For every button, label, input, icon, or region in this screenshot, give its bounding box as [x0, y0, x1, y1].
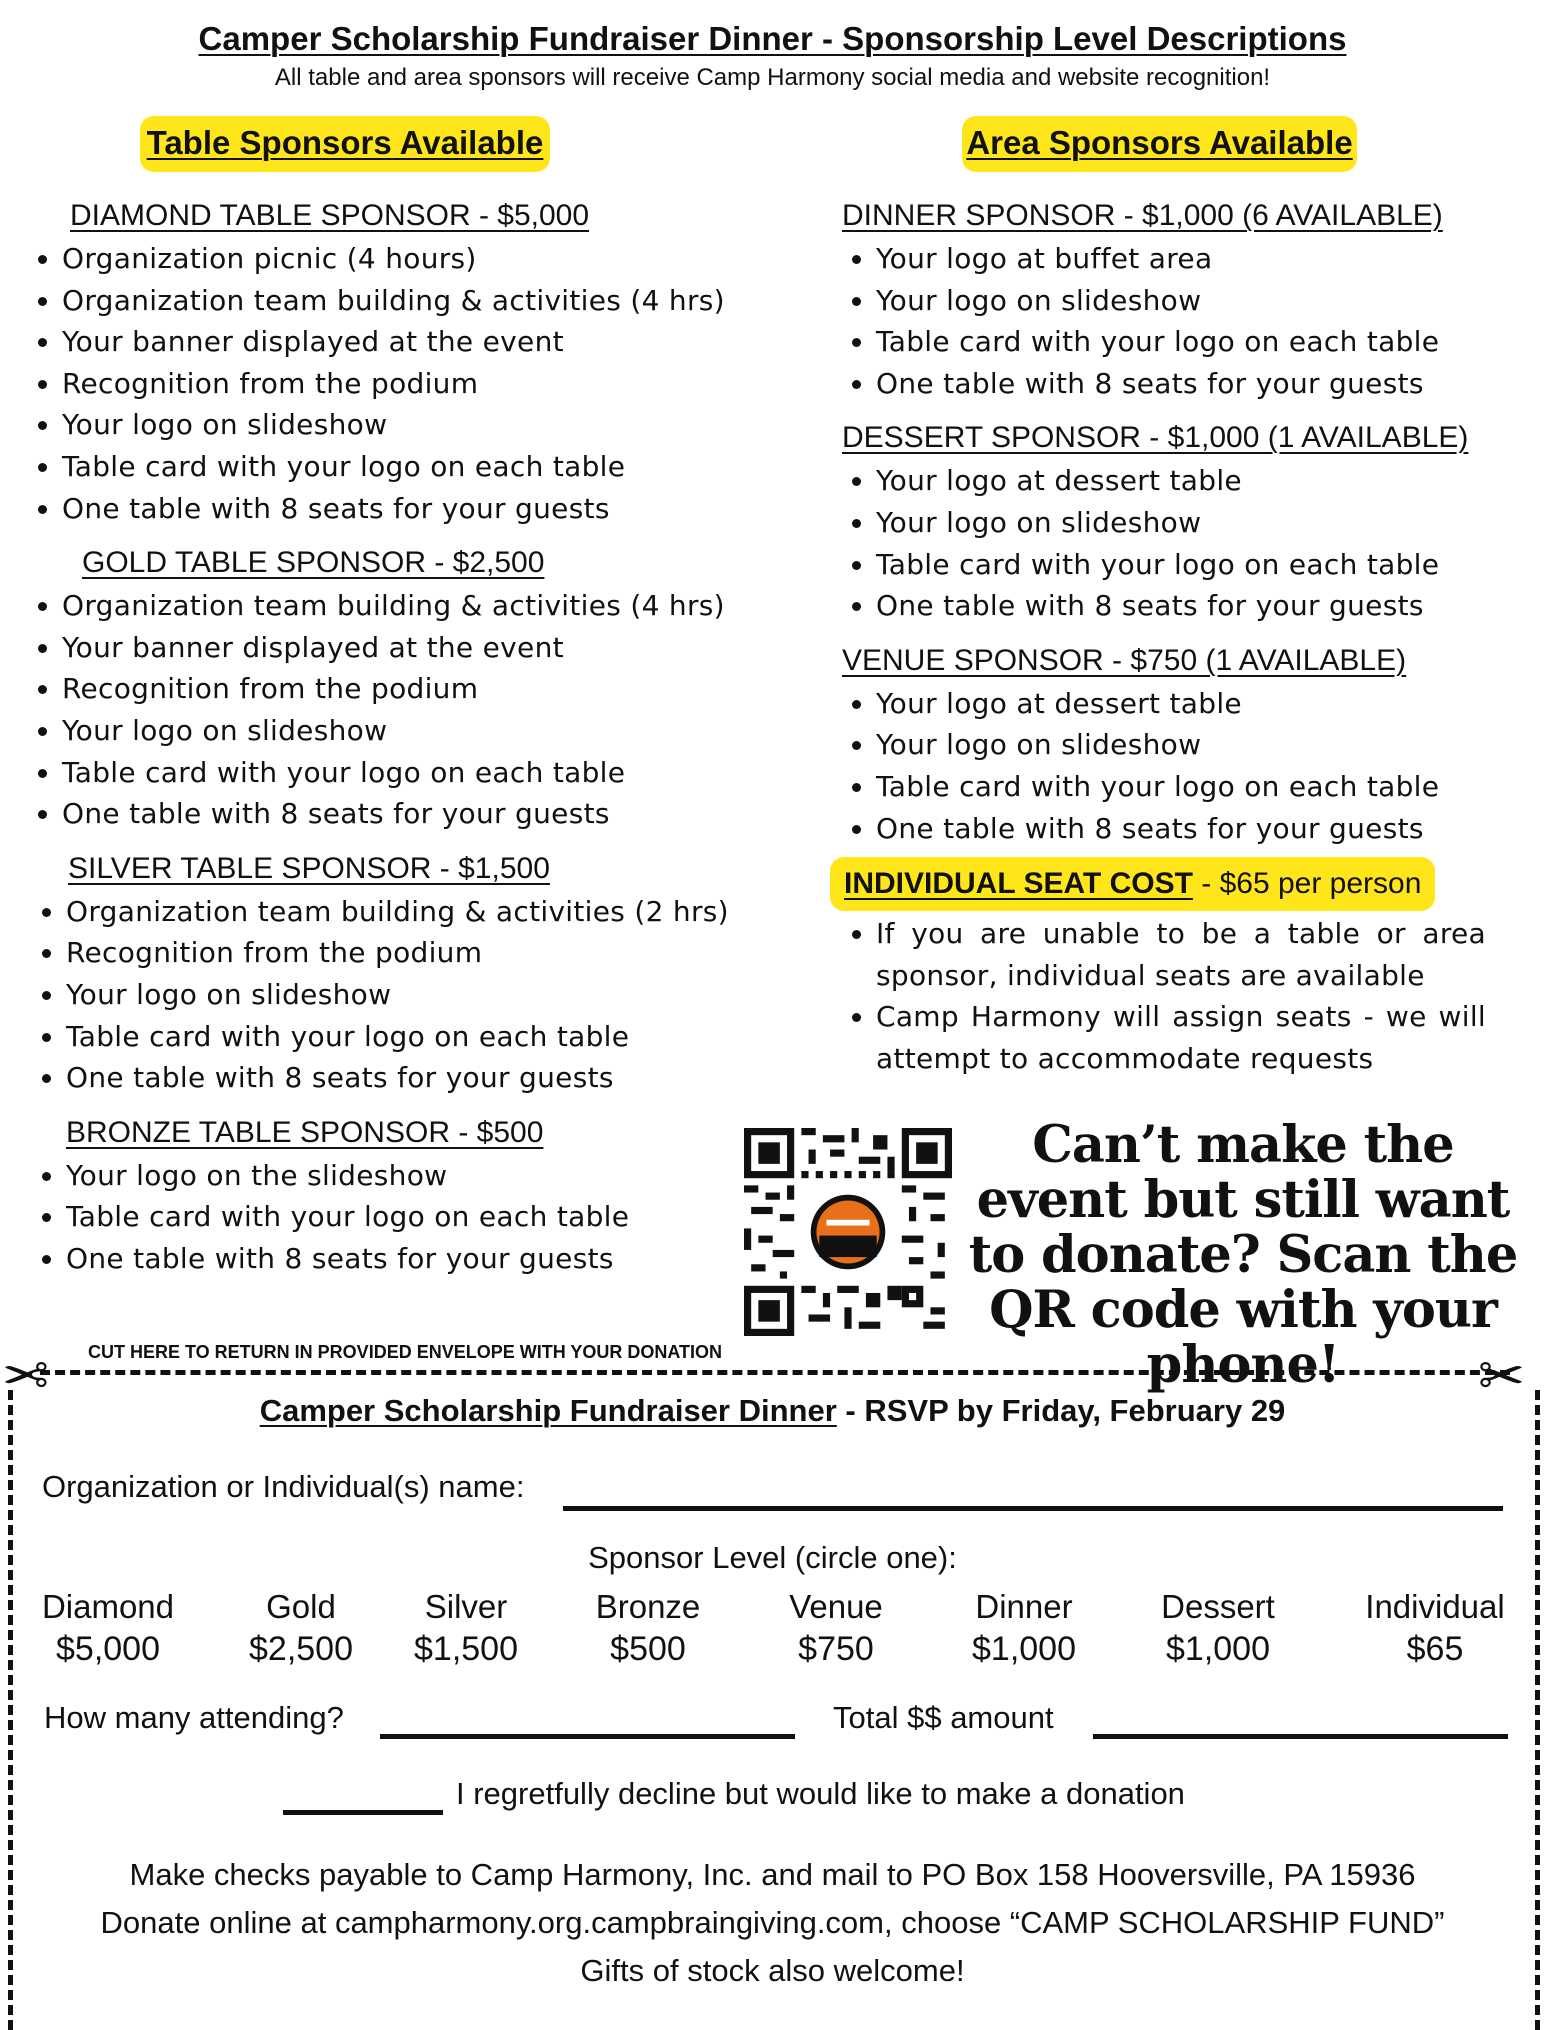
- scissors-icon: ✂: [2, 1344, 49, 1407]
- venue-heading: VENUE SPONSOR - $750 (1 AVAILABLE): [842, 643, 1407, 677]
- level-option-individual[interactable]: [1350, 1586, 1520, 1670]
- cut-note: CUT HERE TO RETURN IN PROVIDED ENVELOPE WITH YOUR DONATION: [88, 1342, 723, 1362]
- gold-sponsor-section: [28, 543, 768, 835]
- level-option-dinner[interactable]: [944, 1586, 1104, 1670]
- list-item: • Table card with your logo on each table: [62, 752, 768, 794]
- payment-instructions: [0, 1851, 1545, 1995]
- list-item: • Table card with your logo on each table: [876, 321, 1502, 363]
- cut-line: [40, 1370, 1510, 1375]
- list-item: • Table card with your logo on each table: [876, 544, 1502, 586]
- level-option-venue[interactable]: [756, 1586, 916, 1670]
- list-item: • Camp Harmony will assign seats - we will attempt to accommodate requests: [876, 996, 1486, 1079]
- page-subtitle: All table and area sponsors will receive Camp Harmony social media and website recognition!: [274, 64, 1271, 91]
- list-item: • One table with 8 seats for your guests: [66, 1057, 768, 1099]
- level-name: Dinner: [975, 1588, 1073, 1625]
- individual-seat-badge: [830, 857, 1435, 911]
- level-name: Bronze: [595, 1588, 701, 1625]
- sponsor-level-label: Sponsor Level (circle one):: [588, 1540, 957, 1575]
- list-item: • One table with 8 seats for your guests: [876, 585, 1502, 627]
- level-amount: $500: [610, 1630, 686, 1668]
- list-item: • Recognition from the podium: [66, 932, 768, 974]
- level-option-dessert[interactable]: [1138, 1586, 1298, 1670]
- rsvp-title-deadline: - RSVP by Friday, February 29: [836, 1393, 1286, 1428]
- dinner-heading: DINNER SPONSOR - $1,000 (6 AVAILABLE): [842, 199, 1443, 232]
- diamond-heading: DIAMOND TABLE SPONSOR - $5,000: [70, 199, 590, 232]
- individual-seat-label: INDIVIDUAL SEAT COST: [844, 867, 1193, 901]
- silver-sponsor-section: [28, 849, 768, 1099]
- diamond-sponsor-section: [28, 196, 768, 529]
- level-option-gold[interactable]: [221, 1586, 381, 1670]
- table-sponsor-list: [28, 196, 768, 1293]
- level-amount: $1,000: [1166, 1630, 1270, 1668]
- decline-field[interactable]: [283, 1810, 443, 1815]
- dinner-sponsor-section: [842, 196, 1502, 404]
- level-amount: $1,000: [972, 1630, 1076, 1668]
- level-amount: $1,500: [414, 1630, 518, 1668]
- attending-label: How many attending?: [44, 1700, 344, 1735]
- level-name: Gold: [266, 1588, 336, 1625]
- list-item: • Your logo at dessert table: [876, 683, 1502, 725]
- list-item: • One table with 8 seats for your guests: [876, 808, 1502, 850]
- list-item: • Your logo on slideshow: [62, 404, 768, 446]
- list-item: • Table card with your logo on each table: [66, 1016, 768, 1058]
- list-item: • One table with 8 seats for your guests: [66, 1238, 768, 1280]
- donate-call-to-action: Can’t make the event but still want to donate? Scan the QR code with your phone!: [968, 1115, 1518, 1395]
- list-item: • Recognition from the podium: [62, 668, 768, 710]
- list-item: • Recognition from the podium: [62, 363, 768, 405]
- list-item: • Organization picnic (4 hours): [62, 238, 768, 280]
- level-option-diamond[interactable]: [28, 1586, 188, 1670]
- level-amount: $5,000: [56, 1630, 160, 1668]
- level-amount: $750: [798, 1630, 874, 1668]
- list-item: • One table with 8 seats for your guests: [876, 363, 1502, 405]
- rsvp-title-event: Camper Scholarship Fundraiser Dinner: [259, 1393, 837, 1428]
- list-item: • Your logo on slideshow: [876, 280, 1502, 322]
- venue-sponsor-section: [842, 641, 1502, 849]
- level-name: Venue: [789, 1588, 883, 1625]
- dessert-sponsor-section: [842, 418, 1502, 626]
- attending-field[interactable]: [380, 1734, 795, 1739]
- name-label: Organization or Individual(s) name:: [42, 1469, 525, 1504]
- level-name: Silver: [424, 1588, 508, 1625]
- list-item: • Your logo on slideshow: [876, 502, 1502, 544]
- list-item: • Table card with your logo on each table: [876, 766, 1502, 808]
- scissors-icon: ✂: [1478, 1344, 1525, 1407]
- name-field[interactable]: [563, 1506, 1503, 1511]
- list-item: • Your banner displayed at the event: [62, 321, 768, 363]
- list-item: • Your logo on slideshow: [66, 974, 768, 1016]
- level-amount: $65: [1406, 1630, 1464, 1668]
- list-item: • Table card with your logo on each table: [62, 446, 768, 488]
- level-name: Diamond: [41, 1588, 175, 1625]
- list-item: • One table with 8 seats for your guests: [62, 488, 768, 530]
- list-item: • Your logo on slideshow: [876, 724, 1502, 766]
- qr-code-icon[interactable]: [744, 1128, 952, 1336]
- dessert-heading: DESSERT SPONSOR - $1,000 (1 AVAILABLE): [842, 421, 1469, 455]
- list-item: • If you are unable to be a table or area sponsor, individual seats are available: [876, 913, 1486, 996]
- list-item: • Your logo on slideshow: [62, 710, 768, 752]
- level-option-silver[interactable]: [386, 1586, 546, 1670]
- list-item: • Organization team building & activities (2 hrs): [66, 891, 768, 933]
- bronze-sponsor-section: [28, 1113, 768, 1280]
- individual-seat-section: [842, 849, 1502, 1079]
- level-amount: $2,500: [249, 1630, 353, 1668]
- list-item: • Your logo at dessert table: [876, 460, 1502, 502]
- table-sponsors-badge: Table Sponsors Available: [140, 116, 550, 172]
- silver-heading: SILVER TABLE SPONSOR - $1,500: [68, 851, 550, 885]
- total-field[interactable]: [1093, 1734, 1508, 1739]
- gold-heading: GOLD TABLE SPONSOR - $2,500: [82, 546, 545, 580]
- level-name: Individual: [1365, 1588, 1505, 1625]
- bronze-heading: BRONZE TABLE SPONSOR - $500: [66, 1115, 544, 1149]
- area-sponsor-list: [842, 196, 1502, 1094]
- total-label: Total $$ amount: [833, 1700, 1054, 1735]
- checks-line: Make checks payable to Camp Harmony, Inc. and mail to PO Box 158 Hooversville, PA 15936: [129, 1857, 1416, 1892]
- stock-gifts-line: Gifts of stock also welcome!: [580, 1953, 965, 1988]
- area-sponsors-badge: Area Sponsors Available: [962, 116, 1357, 172]
- decline-label: I regretfully decline but would like to make a donation: [456, 1776, 1185, 1811]
- level-name: Dessert: [1161, 1588, 1275, 1625]
- list-item: • One table with 8 seats for your guests: [62, 793, 768, 835]
- list-item: • Organization team building & activities (4 hrs): [62, 280, 768, 322]
- list-item: • Your logo at buffet area: [876, 238, 1502, 280]
- level-option-bronze[interactable]: [568, 1586, 728, 1670]
- list-item: • Your banner displayed at the event: [62, 627, 768, 669]
- list-item: • Table card with your logo on each table: [66, 1196, 768, 1238]
- individual-seat-price: - $65 per person: [1192, 867, 1422, 901]
- online-donation-line: Donate online at campharmony.org.campbraingiving.com, choose “CAMP SCHOLARSHIP FUND”: [100, 1905, 1445, 1940]
- page-title: Camper Scholarship Fundraiser Dinner - Sponsorship Level Descriptions: [198, 20, 1347, 57]
- list-item: • Your logo on the slideshow: [66, 1155, 768, 1197]
- rsvp-title: [0, 1393, 1545, 1429]
- list-item: • Organization team building & activities (4 hrs): [62, 585, 768, 627]
